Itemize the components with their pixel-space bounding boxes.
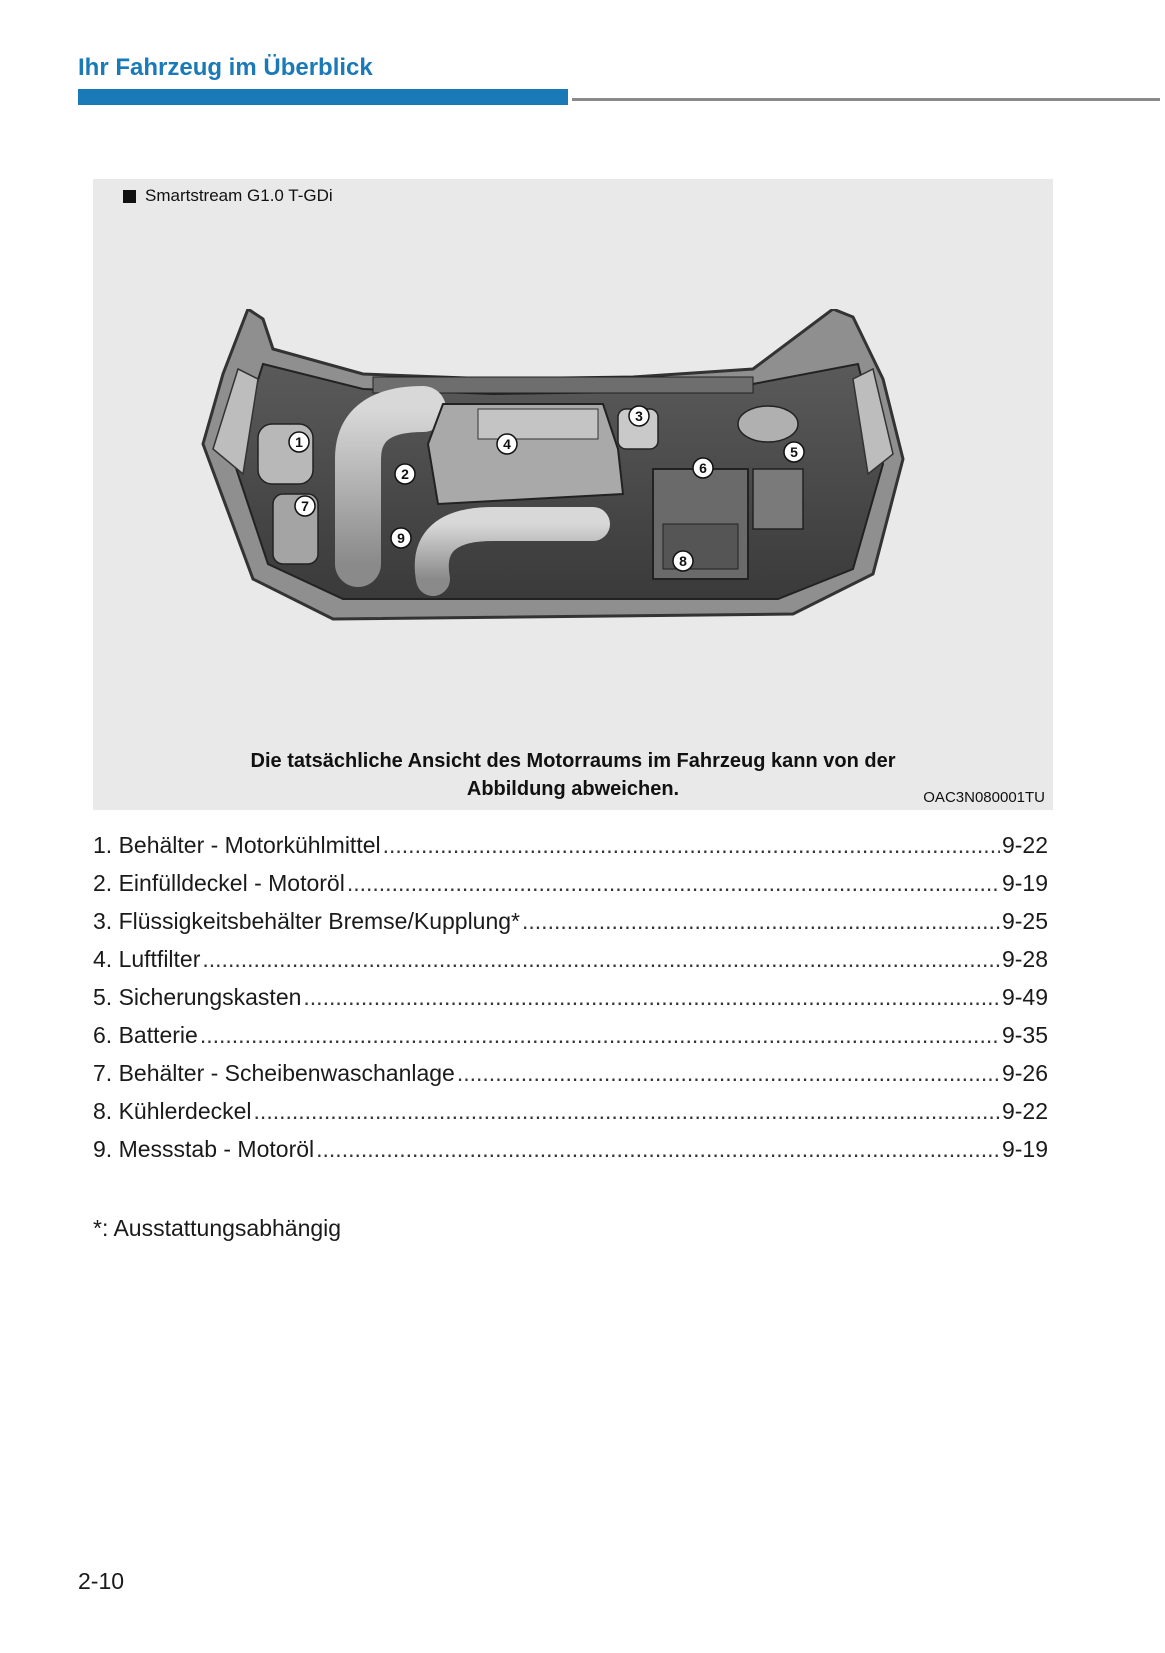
list-item-label: 2. Einfülldeckel - Motoröl <box>93 870 345 896</box>
list-item <box>93 1136 1048 1174</box>
svg-text:9: 9 <box>397 530 405 546</box>
dot-leader <box>347 870 1000 897</box>
list-item-label: 8. Kühlerdeckel <box>93 1098 252 1124</box>
svg-text:6: 6 <box>699 460 707 476</box>
footnote: *: Ausstattungsabhängig <box>93 1215 342 1241</box>
dot-leader <box>457 1060 1000 1087</box>
list-item <box>93 870 1048 908</box>
list-item-page: 9-19 <box>1001 1136 1048 1162</box>
engine-bay-figure <box>93 179 1053 810</box>
svg-text:2: 2 <box>401 466 409 482</box>
header-rule <box>572 98 1160 101</box>
list-item-label: 9. Messstab - Motoröl <box>93 1136 315 1162</box>
list-item-label: 4. Luftfilter <box>93 946 201 972</box>
list-item <box>93 1060 1048 1098</box>
list-item <box>93 908 1048 946</box>
svg-text:1: 1 <box>295 434 303 450</box>
dot-leader <box>522 908 1000 935</box>
image-code: OAC3N080001TU <box>923 789 1045 806</box>
list-item-label: 5. Sicherungskasten <box>93 984 302 1010</box>
list-item-label: 6. Batterie <box>93 1022 198 1048</box>
list-item-page: 9-26 <box>1001 1060 1048 1086</box>
dot-leader <box>202 946 1000 973</box>
fuse-box <box>753 469 803 529</box>
list-item-label: 3. Flüssigkeitsbehälter Bremse/Kupplung* <box>93 908 521 934</box>
engine-bay-illustration <box>193 309 923 654</box>
list-item <box>93 984 1048 1022</box>
callout-7 <box>295 496 315 516</box>
engine-variant-text: Smartstream G1.0 T-GDi <box>145 186 333 205</box>
dot-leader <box>303 984 1000 1011</box>
callout-3 <box>629 406 649 426</box>
callout-5 <box>784 442 804 462</box>
page-number: 2-10 <box>78 1568 125 1594</box>
section-title: Ihr Fahrzeug im Überblick <box>78 54 373 81</box>
strut-tower <box>738 406 798 442</box>
square-bullet-icon <box>123 190 136 203</box>
list-item-page: 9-22 <box>1001 1098 1048 1124</box>
component-list <box>93 832 1048 1174</box>
list-item-page: 9-28 <box>1001 946 1048 972</box>
callout-2 <box>395 464 415 484</box>
list-item-page: 9-19 <box>1001 870 1048 896</box>
engine-variant-label <box>123 186 333 206</box>
list-item-page: 9-49 <box>1001 984 1048 1010</box>
callout-1 <box>289 432 309 452</box>
list-item-label: 7. Behälter - Scheibenwaschanlage <box>93 1060 455 1086</box>
svg-text:4: 4 <box>503 436 511 452</box>
dot-leader <box>316 1136 1000 1163</box>
svg-text:5: 5 <box>790 444 798 460</box>
list-item-page: 9-25 <box>1001 908 1048 934</box>
header-accent-bar <box>78 89 568 105</box>
list-item <box>93 1022 1048 1060</box>
dot-leader <box>254 1098 1000 1125</box>
list-item <box>93 946 1048 984</box>
list-item-page: 9-35 <box>1001 1022 1048 1048</box>
callout-4 <box>497 434 517 454</box>
svg-text:8: 8 <box>679 553 687 569</box>
figure-caption-line-2: Abbildung abweichen. <box>466 778 680 800</box>
svg-text:3: 3 <box>635 408 643 424</box>
list-item <box>93 1098 1048 1136</box>
dot-leader <box>200 1022 1000 1049</box>
callout-8 <box>673 551 693 571</box>
svg-text:7: 7 <box>301 498 309 514</box>
list-item-label: 1. Behälter - Motorkühlmittel <box>93 832 381 858</box>
list-item-page: 9-22 <box>1001 832 1048 858</box>
figure-caption-line-1: Die tatsächliche Ansicht des Motorraums im Fahrzeug kann von der <box>250 750 896 772</box>
air-filter-box <box>478 409 598 439</box>
callout-6 <box>693 458 713 478</box>
callout-9 <box>391 528 411 548</box>
list-item <box>93 832 1048 870</box>
figure-caption <box>93 747 1053 803</box>
dot-leader <box>383 832 1000 859</box>
